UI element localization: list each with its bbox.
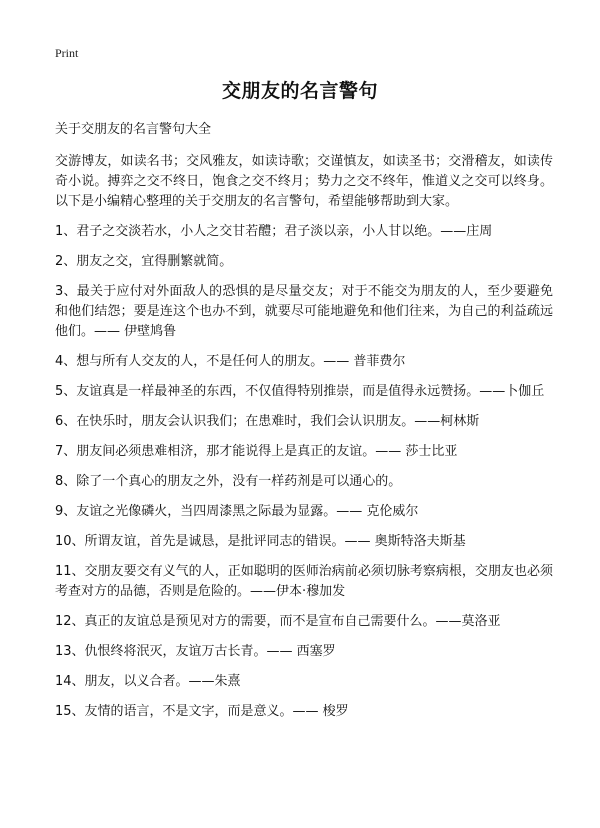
quote-item: 11、交朋友要交有义气的人，正如聪明的医师治病前必须切脉考察病根，交朋友也必须考查对方的品德，否则是危险的。——伊本·穆加发: [55, 564, 553, 599]
quote-item: 6、在快乐时，朋友会认识我们；在患难时，我们会认识朋友。——柯林斯: [55, 414, 480, 429]
quote-item: 5、友谊真是一样最神圣的东西，不仅值得特别推崇，而是值得永远赞扬。——卜伽丘: [55, 384, 545, 399]
quote-item: 14、朋友，以义合者。——朱熹: [55, 674, 241, 689]
document-subtitle: 关于交朋友的名言警句大全: [55, 122, 212, 137]
page-title: 交朋友的名言警句: [221, 80, 378, 102]
print-label: Print: [55, 46, 79, 60]
quote-item: 12、真正的友谊总是预见对方的需要，而不是宣布自己需要什么。——莫洛亚: [55, 614, 501, 629]
quote-item: 9、友谊之光像磷火，当四周漆黑之际最为显露。—— 克伦威尔: [55, 504, 419, 519]
quote-item: 3、最关于应付对外面敌人的恐惧的是尽量交友；对于不能交为朋友的人，至少要避免和他们结怨；要是连这个也办不到，就要尽可能地避免和他们往来，为自己的利益疏远他们。—— 伊壁鸠鲁: [55, 284, 553, 339]
quote-item: 15、友情的语言，不是文字，而是意义。—— 梭罗: [55, 704, 349, 719]
quote-item: 10、所谓友谊，首先是诚恳，是批评同志的错误。—— 奥斯特洛夫斯基: [55, 534, 466, 549]
document-body: [55, 120, 553, 732]
quote-item: 2、朋友之交，宜得删繁就简。: [55, 254, 233, 269]
quote-item: 4、想与所有人交友的人，不是任何人的朋友。—— 普菲费尔: [55, 354, 406, 369]
quote-item: 1、君子之交淡若水，小人之交甘若醴；君子淡以亲，小人甘以绝。——庄周: [55, 224, 493, 239]
quote-item: 13、仇恨终将泯灭，友谊万古长青。—— 西塞罗: [55, 644, 336, 659]
quote-item: 7、朋友间必须患难相济，那才能说得上是真正的友谊。—— 莎士比亚: [55, 444, 458, 459]
intro-paragraph: 交游博友，如读名书；交风雅友，如读诗歌；交谨慎友，如读圣书；交滑稽友，如读传奇小说。搏弈之交不终日，饱食之交不终月；势力之交不终年，惟道义之交可以终身。以下是小编精心整理的关于交朋友的名言警句，希望能够帮助到大家。: [55, 154, 553, 209]
quote-item: 8、除了一个真心的朋友之外，没有一样药剂是可以通心的。: [55, 474, 402, 489]
